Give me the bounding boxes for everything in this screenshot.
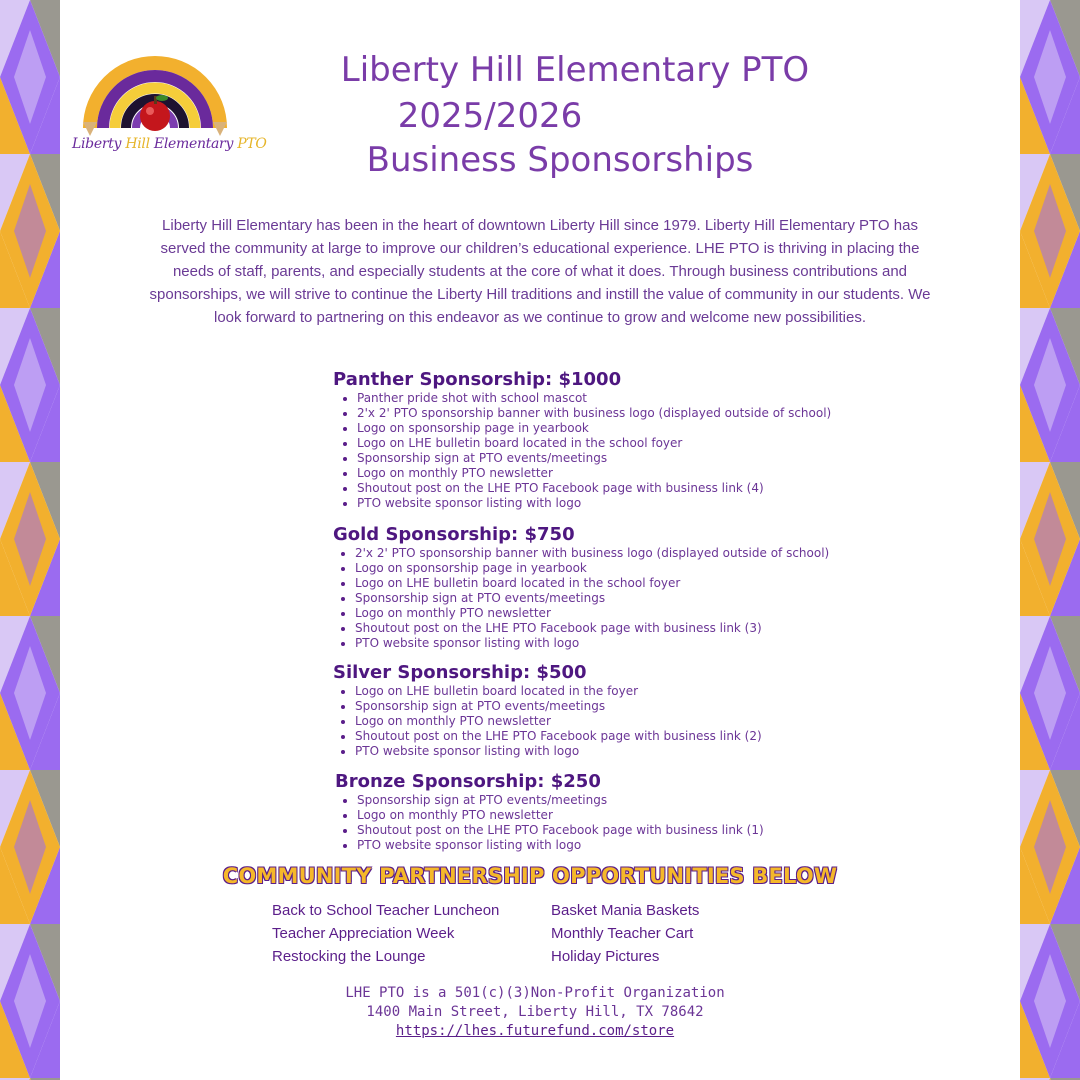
community-list-left — [272, 899, 499, 968]
list-item: • 2'x 2' PTO sponsorship banner with business logo (displayed outside of school) — [355, 546, 829, 561]
page-title-year: 2025/2026 — [397, 96, 583, 136]
list-item: • Logo on monthly PTO newsletter — [355, 606, 829, 621]
list-item: Back to School Teacher Luncheon — [272, 902, 500, 919]
left-border-pattern — [0, 0, 60, 1080]
list-item: • PTO website sponsor listing with logo — [357, 838, 764, 853]
list-item: • PTO website sponsor listing with logo — [355, 636, 829, 651]
list-item: • Panther pride shot with school mascot — [357, 391, 831, 406]
list-item: • Logo on sponsorship page in yearbook — [355, 561, 829, 576]
list-item: • PTO website sponsor listing with logo — [355, 744, 762, 759]
list-item: • Sponsorship sign at PTO events/meetings — [355, 699, 762, 714]
list-item: • Shoutout post on the LHE PTO Facebook page with business link (4) — [357, 481, 831, 496]
list-item: • Sponsorship sign at PTO events/meetings — [355, 591, 829, 606]
footer — [290, 984, 780, 1041]
list-item: • PTO website sponsor listing with logo — [357, 496, 831, 511]
list-item: Basket Mania Baskets — [551, 902, 700, 919]
tier-benefit-list — [333, 546, 829, 651]
tier-benefit-list — [333, 391, 831, 511]
tier-panther — [333, 369, 831, 511]
list-item: • Logo on LHE bulletin board located in the school foyer — [357, 436, 831, 451]
list-item: • Sponsorship sign at PTO events/meetings — [357, 451, 831, 466]
list-item: Teacher Appreciation Week — [272, 925, 455, 942]
list-item: • Logo on monthly PTO newsletter — [355, 714, 762, 729]
tier-heading: Gold Sponsorship: $750 — [333, 524, 575, 545]
tier-benefit-list — [335, 793, 764, 853]
community-list-right — [551, 899, 699, 968]
intro-paragraph: Liberty Hill Elementary has been in the heart of downtown Liberty Hill since 1979. Liberty Hill Elementary PTO has served the community at large to improve our children’s educational experience. LHE PTO is thriving in placing the needs of staff, parents, and especially students at the core of what it does. Through business contributions and sponsorships, we will strive to continue the Liberty Hill traditions and instill the value of community in our students. We look forward to partnering on this endeavor as we continue to grow and welcome new possibilities. — [149, 217, 931, 326]
right-border-pattern — [1020, 0, 1080, 1080]
logo-word-elementary: Elementary — [149, 136, 238, 152]
rainbow-apple-logo-icon — [70, 18, 240, 148]
page-title-line1: Liberty Hill Elementary PTO — [340, 50, 810, 90]
list-item: • Logo on LHE bulletin board located in the school foyer — [355, 576, 829, 591]
list-item: • Logo on monthly PTO newsletter — [357, 808, 764, 823]
tier-silver — [333, 662, 762, 759]
list-item: • Logo on LHE bulletin board located in the foyer — [355, 684, 762, 699]
list-item: • Shoutout post on the LHE PTO Facebook page with business link (2) — [355, 729, 762, 744]
store-link[interactable]: https://lhes.futurefund.com/store — [395, 1023, 675, 1039]
logo-word-hill: Hill — [125, 136, 150, 152]
tier-heading: Panther Sponsorship: $1000 — [333, 369, 622, 390]
logo-word-pto: PTO — [237, 136, 267, 152]
nonprofit-statement: LHE PTO is a 501(c)(3)Non-Profit Organization — [345, 985, 725, 1001]
list-item: • Logo on sponsorship page in yearbook — [357, 421, 831, 436]
list-item: Monthly Teacher Cart — [551, 925, 694, 942]
tier-bronze — [335, 771, 764, 853]
list-item: • Sponsorship sign at PTO events/meetings — [357, 793, 764, 808]
right-harlequin-border — [1020, 0, 1080, 1080]
tier-benefit-list — [333, 684, 762, 759]
address: 1400 Main Street, Liberty Hill, TX 78642 — [366, 1004, 704, 1020]
tier-heading: Silver Sponsorship: $500 — [333, 662, 587, 683]
list-item: • Logo on monthly PTO newsletter — [357, 466, 831, 481]
tier-heading: Bronze Sponsorship: $250 — [335, 771, 601, 792]
logo-word-liberty: Liberty — [72, 136, 126, 152]
left-harlequin-border — [0, 0, 60, 1080]
logo-wordmark — [72, 136, 267, 152]
list-item: Restocking the Lounge — [272, 948, 426, 965]
tier-gold — [333, 524, 829, 651]
list-item: • Shoutout post on the LHE PTO Facebook page with business link (3) — [355, 621, 829, 636]
list-item: • Shoutout post on the LHE PTO Facebook page with business link (1) — [357, 823, 764, 838]
list-item: • 2'x 2' PTO sponsorship banner with business logo (displayed outside of school) — [357, 406, 831, 421]
page-title-subtitle: Business Sponsorships — [366, 140, 754, 180]
community-partnership-heading: COMMUNITY PARTNERSHIP OPPORTUNITIES BELOW — [222, 864, 838, 888]
list-item: Holiday Pictures — [551, 948, 660, 965]
